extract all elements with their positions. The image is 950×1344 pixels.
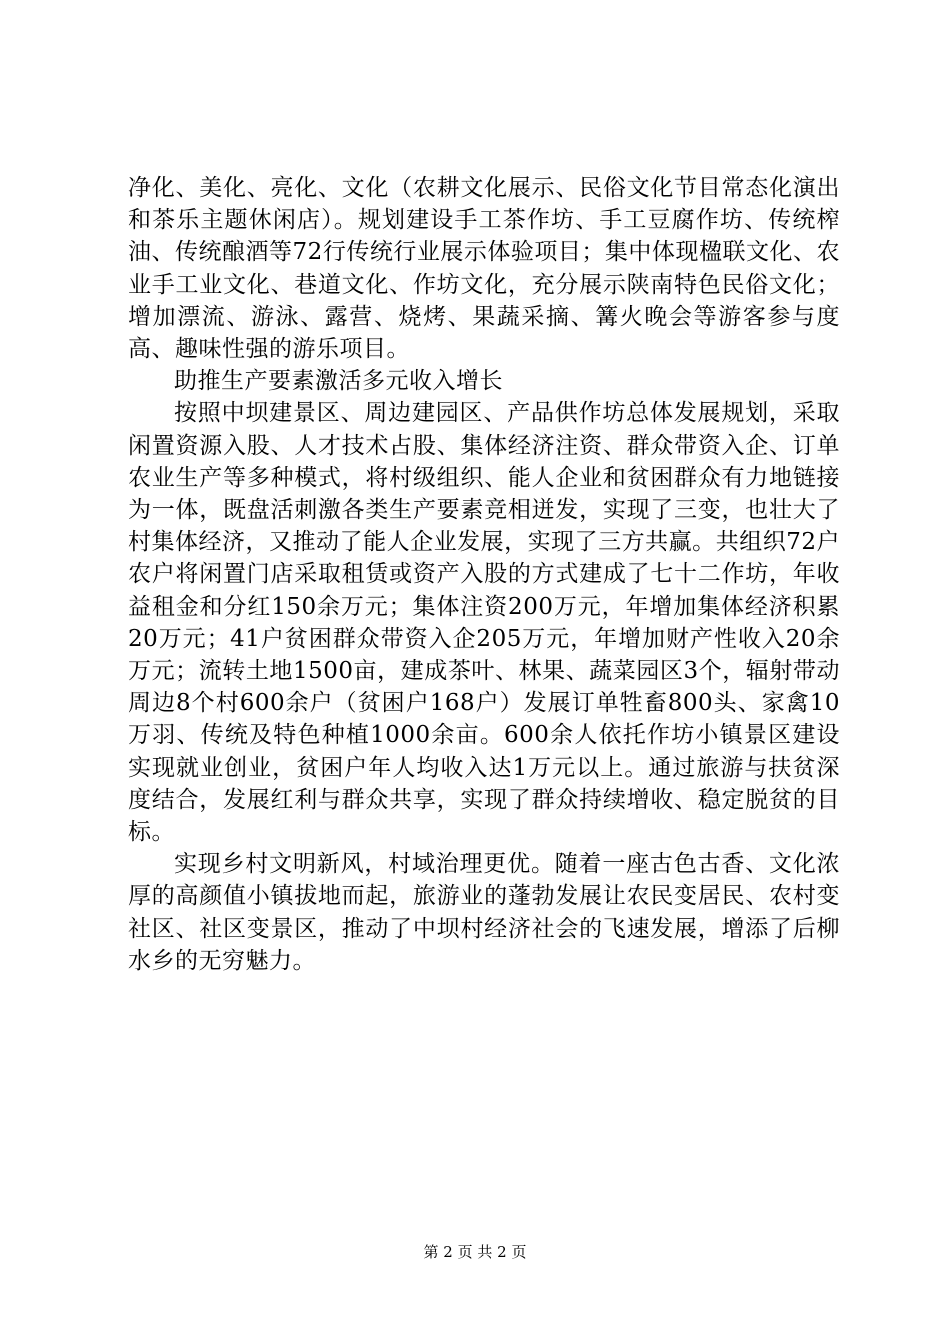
paragraph-development-plan: 按照中坝建景区、周边建园区、产品供作坊总体发展规划，采取闲置资源入股、人才技术占股、集体经济注资、群众带资入企、订单农业生产等多种模式，将村级组织、能人企业和贫困群众有力地链接为一体，既盘活刺激各类生产要素竞相迸发，实现了三变，也壮大了村集体经济，又推动了能人企业发展，实现了三方共赢。共组织72户农户将闲置门店采取租赁或资产入股的方式建成了七十二作坊，年收益租金和分红150余万元；集体注资200万元，年增加集体经济积累20万元；41户贫困群众带资入企205万元，年增加财产性收入20余万元；流转土地1500亩，建成茶叶、林果、蔬菜园区3个，辐射带动周边8个村600余户（贫困户168户）发展订单牲畜800头、家禽10万羽、传统及特色种植1000余亩。600余人依托作坊小镇景区建设实现就业创业，贫困户年人均收入达1万元以上。通过旅游与扶贫深度结合，发展红利与群众共享，实现了群众持续增收、稳定脱贫的目标。 [128,400,840,846]
document-body [128,172,840,977]
page-number-label: 第 2 页 共 2 页 [423,1243,527,1261]
page-footer [0,1242,950,1262]
paragraph-rural-civilization: 实现乡村文明新风，村域治理更优。随着一座古色古香、文化浓厚的高颜值小镇拔地而起，旅游业的蓬勃发展让农民变居民、农村变社区、社区变景区，推动了中坝村经济社会的飞速发展，增添了后柳水乡的无穷魅力。 [128,851,840,974]
paragraph-intro-continuation: 净化、美化、亮化、文化（农耕文化展示、民俗文化节目常态化演出和茶乐主题休闲店）。规划建设手工茶作坊、手工豆腐作坊、传统榨油、传统酿酒等72行传统行业展示体验项目；集中体现楹联文化、农业手工业文化、巷道文化、作坊文化，充分展示陕南特色民俗文化；增加漂流、游泳、露营、烧烤、果蔬采摘、篝火晚会等游客参与度高、趣味性强的游乐项目。 [128,175,840,363]
paragraph-heading-production-factors: 助推生产要素激活多元收入增长 [174,368,503,395]
